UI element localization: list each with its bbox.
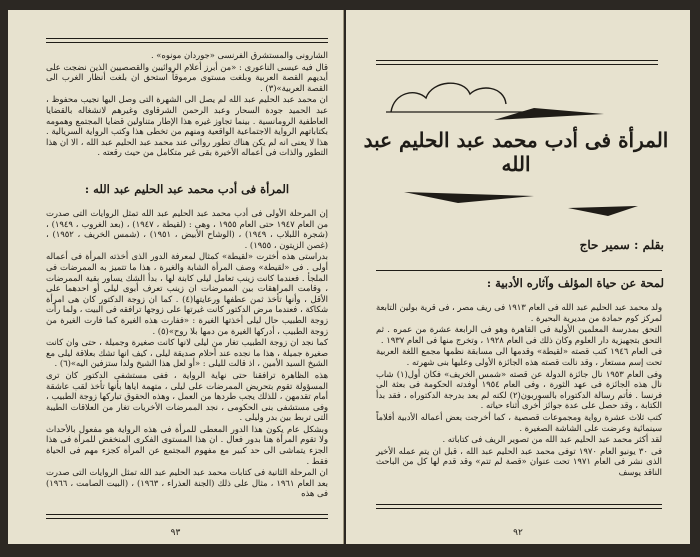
paragraph: لقد أكثر محمد عبد الحليم عبد الله من تصوير الريف فى كتاباته . <box>442 434 662 445</box>
bottom-rule <box>46 514 328 515</box>
paragraph: فى العام ١٩٤٦ كتب قصته «لقيطة» وقدمها الى مسابقة نظمها مجمع اللغة العربية تحت إسم مستعار ، وقد نالت قصته هذه الجائزة الأولى وعليها بنى شهرته . <box>376 346 662 367</box>
paragraph: وبشكل عام يكون هذا الدور المعطى للمرأة فى هذه الرواية هو مفعول بالأحداث ولا تقوم المرأة هنا بدور فعال . ان هذا المستوى الفكرى المنخفض للمرأة فى هذا الجزء يتماشى الى حد كبير مع مفهوم المجتمع عن المرأة كجزء مهم فى الحياة فقط . <box>46 423 328 466</box>
section-heading: المرأة فى أدب محمد عبد الحليم عبد الله : <box>84 182 290 196</box>
page-number: ٩٢ <box>513 528 523 538</box>
triangle-ornament-icon <box>404 190 534 204</box>
intro-text <box>46 50 328 196</box>
left-page <box>8 10 344 544</box>
bottom-rule-inner <box>46 518 328 519</box>
paragraph: هذه الظاهرة ترافقنا حتى نهاية الرواية ، ففى مستشفى الدكتور كان ترى المسؤولة تقوم بتحريض الممرضات على ليلى ، متهمة اياها بأنها تأخذ لقب عاشقة أمام تقدمهن ، للذلك يجب طردها من العمل ، وهذه الحقوق تباركها زوجة الطبيب ، وفى مستشفى بنى الحكومى ، نجد الممرضات الأخريات تغار من العلاقات الطيبة التى تربط بين بدر وليلى . <box>46 369 328 423</box>
triangle-ornament-icon <box>568 204 638 218</box>
top-rule-inner <box>46 42 328 43</box>
paragraph: ولد محمد عبد الحليم عبد الله فى العام ١٩١٣ فى ريف مصر ، فى قرية بولين التابعة لمركز كوم حمادة من مديرية البحيرة . <box>376 302 662 323</box>
body-text <box>376 302 662 500</box>
paragraph: كما نجد ان زوجة الطبيب تغار من ليلى لانها كانت صغيرة وجميلة ، حتى وان كانت صغيرة جميلة ، هذا ما نجده عند أحلام صديقة ليلى ، كيف انها تشك بعلاقة ليلى مع الشيخ السيد الأمين ، اذ قالت لليلى : «أو لعل هذا الشيخ ولدا ستزفين اليه»(٦) . <box>46 337 328 369</box>
top-rule-inner <box>376 64 658 65</box>
paragraph: فى ٣٠ يونيو العام ١٩٧٠ توفى محمد عبد الحليم عبد الله ، قبل ان يتم عمله الأخير الذى نشر فى العام ١٩٧١ تحت عنوان «قصة لم تتم» وقد قدم لها كل من الباحث الناقد يوسف <box>376 445 662 477</box>
bottom-rule-inner <box>376 508 662 509</box>
paragraph: ان محمد عبد الحليم عبد الله لم يصل الى الشهرة التى وصل اليها نجيب محفوظ ، عبد الحميد جودة السحار وعبد الرحمن الشرقاوى وغيرهم لانشغاله بالقضايا العاطفية الرومانسية . بينما تجاوز غيره هذا الإطار متناولين قضايا المجتمع وهمومه بكتاباتهم الرواية الاجتماعية الواقعية ومنهم من تخطى هذا وكتب الرواية السريالية . هذا لا يعنى انه لم يكن هناك تطور روائى عند محمد عبد الحليم عبد الله ، الا ان هذا التطور والذات فى أعماله الأخيرة بقى غير متكامل من حيث رقعته . <box>46 94 328 158</box>
article-title: المرأة فى أدب محمد عبد الحليم عبد الله <box>363 128 669 176</box>
divider-rule <box>376 270 662 271</box>
top-rule <box>46 38 328 39</box>
paragraph: بدراستى هذه أخترت «لقيطة» كمثال لمعرفة الدور الذى أخذته المرأة فى أعماله أولى . فى «لقيطة» وصف المرأة الشابة والغيرة ، هذا ما تتميز به الممرضات فى الملجأ . فعندما كانت زينب تعامل ليلى كابنة لها ، بدأ الشك يساور بقية الممرضات ، وقامت المراهقات بين الممرضات ان زينب تعرف أبوى ليلى أو احدهما على الأقل ، وأنها تأخذ ثمن عطفها ورعايتها(٤) . كما ان زوجة الدكتور كان هى امرأة شكاكة ، فعندما مرض الدكتور كانت غيرتها على زوجها ترافقه فى البيت ، ولما رأت زوجة الطبيب حال ليلى أخذتها الغيرة : «ففارت هذه الغيرة كما فارت الغيرة من زوجة الطبيب ، أدركها الغيرة من دمها بلا روح»(٥) . <box>46 251 328 336</box>
right-page <box>346 10 690 544</box>
paragraph: التحق بمدرسة المعلمين الأولية فى القاهرة وهو فى الرابعة عشرة من عمره . ثم التحق بتجهيزية دار العلوم وكان ذلك فى العام ١٩٢٨ ، وتخرج منها فى العام ١٩٣٧ . <box>376 324 662 345</box>
paragraph: كتب ثلاث عشرة رواية ومجموعات قصصية ، كما أخرجت بعض أعماله الأدبية أفلاماً سينمائية وعرضت على الشاشة الصغيرة . <box>376 411 662 433</box>
byline: بقلم : سمير حاج <box>579 238 664 252</box>
section-heading: لمحة عن حياة المؤلف وآثاره الأدبية : <box>486 276 664 290</box>
page-number: ٩٣ <box>170 528 181 538</box>
paragraph: قال فيه عيسى الناعورى : «من أبرز أعلام الروائيين والقصصيين الذين نضجت على أيديهم القصة العربية وبلغت مستوى مرموقاً استحق ان بلغت أنظار الغرب الى القصة العربية»(٣) . <box>46 61 328 93</box>
paragraph: الشارونى والمستشرق الفرنسى «جوردان مونوه» . <box>150 50 328 60</box>
bottom-rule <box>376 504 662 505</box>
paragraph: ان المرحلة الثانية فى كتابات محمد عبد الحليم عبد الله تمثل الروايات التى صدرت بعد العام ١٩٦١ ، مثال على ذلك (الجنة العذراء ، ١٩٦٣) ، (البيت الصامت ، ١٩٦٦) فى هذه <box>46 467 329 499</box>
paragraph: إن المرحلة الأولى فى أدب محمد عبد الحليم عبد الله تمثل الروايات التى صدرت من العام ١٩٤٧ حتى العام ١٩٥٥ ، وهى : (لقيطة ، ١٩٤٧) ، (بعد الغروب ، ١٩٤٩) ، (شجرة اللبلاب ، ١٩٤٩) ، (الوشاح الأبيض ، ١٩٥١) ، (شمس الخريف ، ١٩٥٢) ، (غصن الزيتون ، ١٩٥٥) . <box>46 208 328 250</box>
triangle-ornament-icon <box>494 106 604 122</box>
top-rule <box>376 60 658 61</box>
body-text <box>46 208 328 510</box>
paragraph: وفى العام ١٩٥٣ نال جائزة الدولة عن قصته «شمس الخريف» فكان أول(١) شاب نال هذه الجائزة فى عهد الثورة ، وفى العام ١٩٥٤ أوفدته الحكومة فى بعثة الى فرنسا . فأتم رسالة الدكتوراه بالسوربون(٢) لكنه لم يعد بدرجة الدكتوراه ، فقد بدأ الكتابة ، وقد حصل على عدة جوائز أخرى أثناء حياته . <box>376 368 663 411</box>
